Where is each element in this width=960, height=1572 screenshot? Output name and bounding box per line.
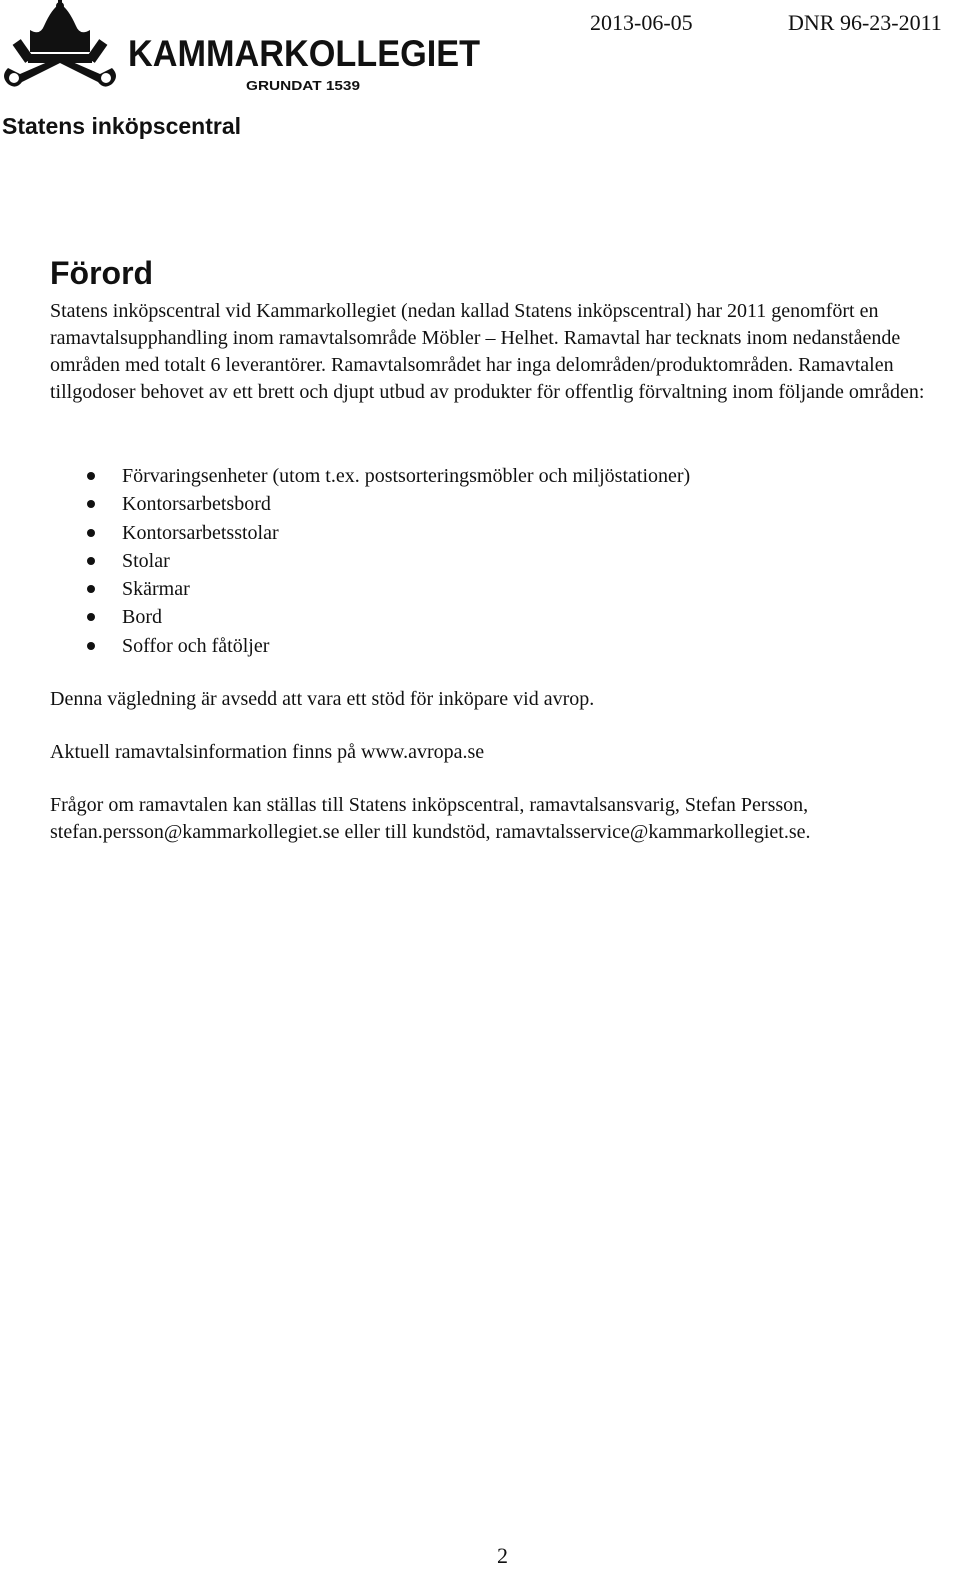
list-item-text: Kontorsarbetsstolar [122,521,279,544]
page-number: 2 [497,1543,508,1568]
document-dnr: DNR 96-23-2011 [788,10,942,35]
guide-paragraph: Denna vägledning är avsedd att vara ett stöd för inköpare vid avrop. [50,688,595,710]
list-item-text: Bord [122,606,162,629]
document-date: 2013-06-05 [590,10,693,35]
logo-founded: GRUNDAT 1539 [246,78,360,93]
crown-keys-icon [4,0,116,87]
list-item [50,462,690,490]
info-paragraph: Aktuell ramavtalsinformation finns på www.avropa.se [50,741,485,763]
bullet-icon [87,529,95,537]
page-title: Förord [50,255,154,291]
kammarkollegiet-logo [0,0,490,100]
list-item [50,632,690,660]
list-item [50,519,690,547]
bullet-icon [87,500,95,508]
bullet-icon [87,585,95,593]
list-item-text: Stolar [122,549,170,572]
bullet-icon [87,557,95,565]
list-item-text: Kontorsarbetsbord [122,493,271,516]
bullet-icon [87,642,95,650]
product-area-list [50,462,690,660]
bullet-icon [87,613,95,621]
list-item [50,603,690,631]
list-item [50,575,690,603]
org-name: Statens inköpscentral [2,113,242,139]
list-item-text: Skärmar [122,578,190,601]
bullet-icon [87,472,95,480]
list-item-text: Soffor och fåtöljer [122,634,270,657]
logo-wordmark: KAMMARKOLLEGIET [128,33,481,74]
questions-paragraph: Frågor om ramavtalen kan ställas till Statens inköpscentral, ramavtalsansvarig, Stefan Persson, stefan.persson@kammarkollegiet.se eller till kundstöd, ramavtalsservice@kammarkollegiet.se. [50,794,811,843]
intro-paragraph: Statens inköpscentral vid Kammarkollegiet (nedan kallad Statens inköpscentral) har 2011 genomfört en ramavtalsupphandling inom ramavtalsområde Möbler – Helhet. Ramavtal har tecknats inom nedanstående områden med totalt 6 leverantörer. Ramavtalsområdet har inga delområden/produktområden. Ramavtalen tillgodoser behovet av ett brett och djupt utbud av produkter för offentlig förvaltning inom följande områden: [50,300,925,403]
list-item [50,490,690,518]
list-item [50,547,690,575]
list-item-text: Förvaringsenheter (utom t.ex. postsorteringsmöbler och miljöstationer) [122,465,691,487]
